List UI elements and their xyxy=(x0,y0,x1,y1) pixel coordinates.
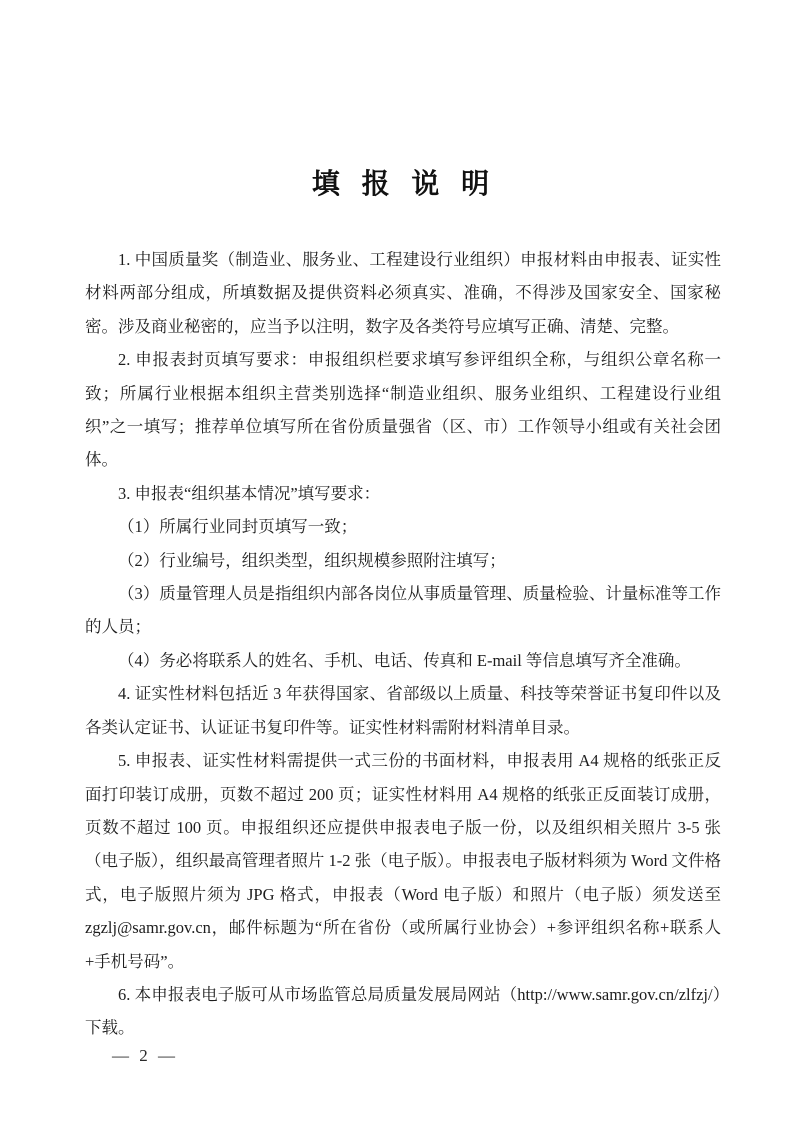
paragraph: （3）质量管理人员是指组织内部各岗位从事质量管理、质量检验、计量标准等工作的人员； xyxy=(85,584,721,637)
paragraph: 5. 申报表、证实性材料需提供一式三份的书面材料，申报表用 A4 规格的纸张正反面打印装订成册，页数不超过 200 页；证实性材料用 A4 规格的纸张正反面装订成册，页数不超过 100 页。申报组织还应提供申报表电子版一份，以及组织相关照片 3-5 张（电子版），组织最高管理者照片 1-2 张（电子版）。申报表电子版材料须为 Word 文件格式，电子版照片须为 JPG 格式，申报表（Word 电子版）和照片（电子版）须发送至 zgzlj@samr.gov.cn，邮件标题为“所在省份（或所属行业协会）+参评组织名称+联系人+手机号码”。 xyxy=(85,751,721,971)
paragraph: 4. 证实性材料包括近 3 年获得国家、省部级以上质量、科技等荣誉证书复印件以及各类认定证书、认证证书复印件等。证实性材料需附材料清单目录。 xyxy=(85,684,721,737)
paragraph: （2）行业编号，组织类型，组织规模参照附注填写； xyxy=(118,550,506,570)
paragraph: 2. 申报表封页填写要求：申报组织栏要求填写参评组织全称，与组织公章名称一致；所属行业根据本组织主营类别选择“制造业组织、服务业组织、工程建设行业组织”之一填写；推荐单位填写所在省份质量强省（区、市）工作领导小组或有关社会团体。 xyxy=(85,350,721,470)
page-number: — 2 — xyxy=(112,1046,178,1065)
paragraph: （1）所属行业同封页填写一致； xyxy=(118,517,358,537)
paragraph: （4）务必将联系人的姓名、手机、电话、传真和 E-mail 等信息填写齐全准确。 xyxy=(118,650,691,670)
instructions-body xyxy=(85,243,721,1045)
paragraph: 1. 中国质量奖（制造业、服务业、工程建设行业组织）申报材料由申报表、证实性材料两部分组成，所填数据及提供资料必须真实、准确，不得涉及国家安全、国家秘密。涉及商业秘密的，应当予以注明，数字及各类符号应填写正确、清楚、完整。 xyxy=(85,250,721,336)
paragraph: 6. 本申报表电子版可从市场监管总局质量发展局网站（http://www.samr.gov.cn/zlfzj/）下载。 xyxy=(85,984,721,1038)
page-title: 填 报 说 明 xyxy=(311,168,497,199)
paragraph: 3. 申报表“组织基本情况”填写要求： xyxy=(118,483,381,503)
